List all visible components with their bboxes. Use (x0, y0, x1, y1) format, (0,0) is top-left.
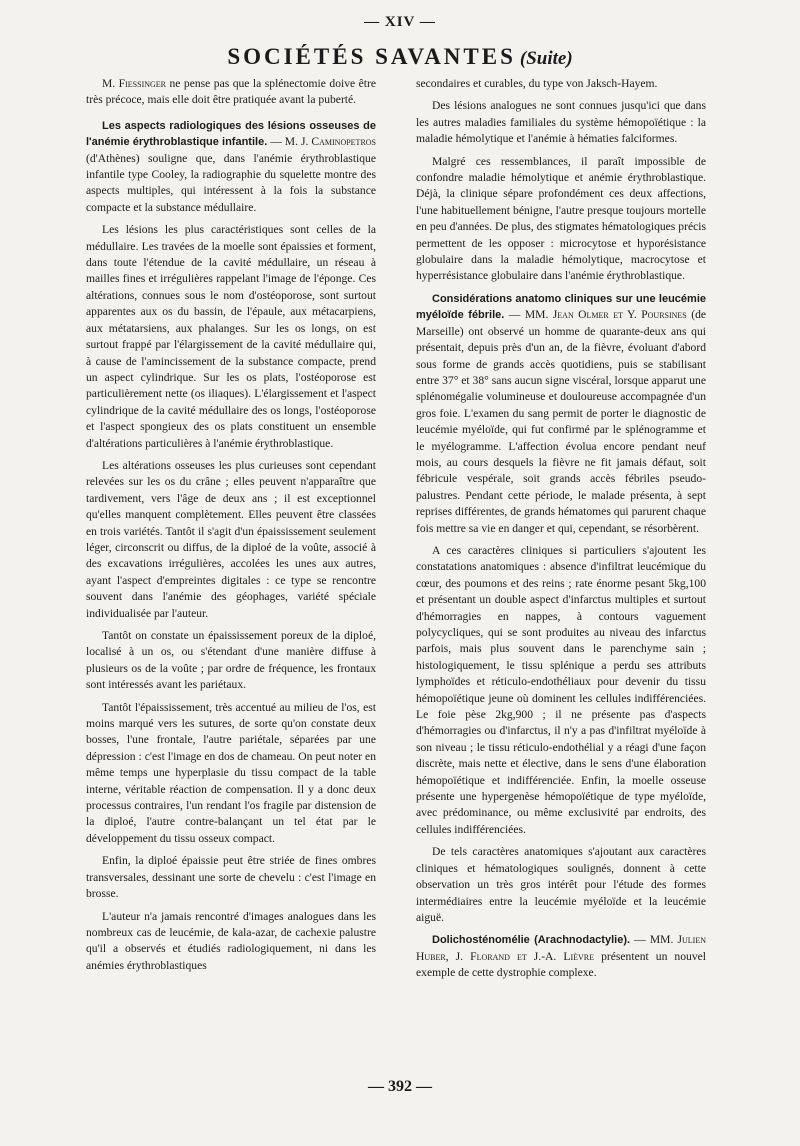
section-title: SOCIÉTÉS SAVANTES (227, 44, 516, 69)
paragraph (416, 932, 706, 981)
author-name: — MM. Julien Huber, J. Florand et J.-A. Lièvre (416, 933, 707, 963)
paragraph: A ces caractères cliniques si particuliers s'ajoutent les constatations anatomiques : absence d'infiltrat leucémique du cœur, des poumons et des reins ; rate énorme pesant 5kg,100 et présentant un double aspect d'infarctus multiples et surtout d'hémorragies en nappes, à contours vaguement polycycliques, qui se sont produites au niveau des infarctus parfois, mais plus souvent dans le parenchyme sain ; histologiquement, le tissu splénique a perdu ses attributs lymphoïdes et réticulo-endothéliaux pour devenir du tissu hémopoïétique jeune où dominent les cellules indifférenciées. Le foie pèse 2kg,900 ; il ne présente pas d'aspects d'hémorragies ou d'infarctus, il n'y a pas d'infiltrat myéloïde à son niveau ; le tissu réticulo-endothélial y a réagi d'une façon discrète, mais nette et élective, dans le sens d'une élaboration hémopoïétique et indifférenciée. Enfin, la moelle osseuse présente une hypergenèse hémopoïétique de type myéloïde, avec prédominance, ou même exclusivité par endroits, des cellules indifférenciées. (416, 543, 706, 836)
author-name: M. Fiessinger (102, 77, 167, 90)
paragraph: De tels caractères anatomiques s'ajoutant aux caractères cliniques et hématologiques soulignés, donnent à cette observation un très gros intérêt pour l'étude des formes intermédiaires entre la leucémie myéloïde et la leucémie aiguë. (416, 845, 706, 924)
paragraph-text: ne pense pas que la splénectomie doive être très précoce, mais elle doit être pratiquée avant la puberté. (86, 77, 377, 107)
folio: — XIV — (364, 14, 436, 30)
paragraph: Tantôt l'épaississement, très accentué au milieu de l'os, est moins marqué vers les sutures, de sorte qu'on constate deux bosses, l'une frontale, l'autre pariétale, séparées par une dépression : c'est l'image en dos de chameau. On peut noter en même temps une hyperplasie du tissu compact de la table interne, véritable réaction de compensation. Il y a donc deux processus contraires, l'un rendant l'os fragile par distension de la diploé, l'autre contre-balançant un tel état par le développement du tissu osseux compact. (86, 700, 376, 845)
page-number: — 392 — (368, 1078, 432, 1095)
paragraph-text: présentent un nouvel exemple de cette dystrophie complexe. (416, 949, 706, 980)
paragraph: Les altérations osseuses les plus curieuses sont cependant relevées sur les os du crâne ; elles peuvent n'apparaître que tardivement, vers l'âge de deux ans ; il est exceptionnel qu'elles manquent complètement. Elles peuvent être classées en trois variétés. Tantôt il s'agit d'un épaississement seulement léger, circonscrit ou diffus, de la diploé de la voûte, associé à des excavations irrégulières, accolées les unes aux autres, ayant l'aspect d'empreintes digitales : ce type se rencontre souvent dans l'anémie des géophages, variété spéciale individualisée par l'auteur. (86, 458, 376, 620)
paragraph: secondaires et curables, du type von Jaksch-Hayem. (416, 77, 658, 90)
paragraph: Malgré ces ressemblances, il paraît impossible de confondre maladie hémolytique et anémie érythroblastique. Déjà, la clinique sépare profondément ces deux affections, l'une habituellement bénigne, l'autre presque toujours mortelle en peu d'années. De plus, des stigmates hématologiques précis permettent de les opposer : microcytose et hyporésistance globulaire dans la maladie hémolytique, macrocytose et hyperrésistance globulaire dans l'anémie érythroblastique. (416, 154, 706, 283)
section-header (0, 44, 800, 70)
paragraph-text: (d'Athènes) souligne que, dans l'anémie érythroblastique infantile type Cooley, la radiographie du squelette montre des aspects multiples, qui intéressent à la fois la substance compacte et la substance médullaire. (86, 151, 376, 214)
article-heading: Considérations anatomo cliniques sur une leucémie myéloïde fébrile. (416, 292, 706, 322)
section-suffix: (Suite) (519, 48, 573, 69)
author-name: — MM. Jean Olmer et Y. Poursines (504, 308, 687, 322)
left-column (86, 76, 376, 980)
paragraph: L'auteur n'a jamais rencontré d'images analogues dans les nombreux cas de leucémie, de kala-azar, de cachexie palustre qu'il a observés et étudiés radiologiquement, ni dans les anémies érythroblastiques (86, 909, 376, 972)
paragraph (416, 291, 706, 537)
article-heading: Les aspects radiologiques des lésions osseuses de l'anémie érythroblastique infantile. (86, 119, 376, 149)
paragraph (86, 118, 376, 216)
paragraph-text: (de Marseille) ont observé un homme de quarante-deux ans qui présentait, depuis près d'un an, de la fièvre, évoluant d'abord sous forme de grands accès quotidiens, puis se stabilisant entre 37° et 38° sans aucun signe viscéral, lorsque apparut une splénomégalie volumineuse et douloureuse accompagnée d'un gros foie. L'examen du sang permit de porter le diagnostic de leucémie myéloïde, qui fut confirmé par le splénogramme et le myélogramme. L'affection évolua encore pendant neuf mois, au cours desquels la fièvre ne fit jamais défaut, soit fébricule vespérale, soit grands accès fébriles pseudo-palustres. Pendant cette période, le malade présenta, à sept reprises différentes, de grands hématomes qui parurent chaque fois mettre sa vie en danger et qui, cependant, se résorbèrent. (416, 308, 707, 535)
paragraph (86, 76, 376, 109)
paragraph: Tantôt on constate un épaississement poreux de la diploé, localisé à un os, ou s'étendant d'une manière diffuse à plusieurs os de la voûte ; par ordre de fréquence, les frontaux sont intéressés avant les pariétaux. (86, 629, 376, 692)
author-name: — M. J. Caminopetros (267, 135, 377, 149)
paragraph: Enfin, la diploé épaissie peut être striée de fines ombres transversales, dessinant une sorte de chevelu : c'est l'image en brosse. (86, 854, 376, 901)
paragraph: Les lésions les plus caractéristiques sont celles de la médullaire. Les travées de la moelle sont épaissies et forment, dans toute l'étendue de la cavité médullaire, un réseau à mailles fines et irrégulières rappelant l'image de l'éponge. Ces altérations, connues sous le nom d'ostéoporose, sont surtout apparentes aux os du bassin, de l'épaule, aux métacarpiens, aux métatarsiens, aux phalanges. Sur les os longs, on est surtout frappé par l'élargissement de la cavité médullaire qui, à cause de l'amincissement de la substance compacte, prend un aspect cylindrique. Sur les os plats, l'ostéoporose est particulièrement nette (os iliaques). L'élargissement et l'aspect cylindrique de la cavité médullaire des os longs, l'ostéoporose et l'aspect spongieux des os plats constituent un ensemble d'altérations particulières à l'anémie érythroblastique. (86, 223, 376, 450)
article-heading: Dolichosténomélie (Arachnodactylie). (432, 934, 631, 947)
paragraph: Des lésions analogues ne sont connues jusqu'ici que dans les autres maladies familiales du système hémopoïétique : la maladie hémolytique et l'anémie à hématies falciformes. (416, 99, 706, 146)
right-column (416, 76, 706, 988)
